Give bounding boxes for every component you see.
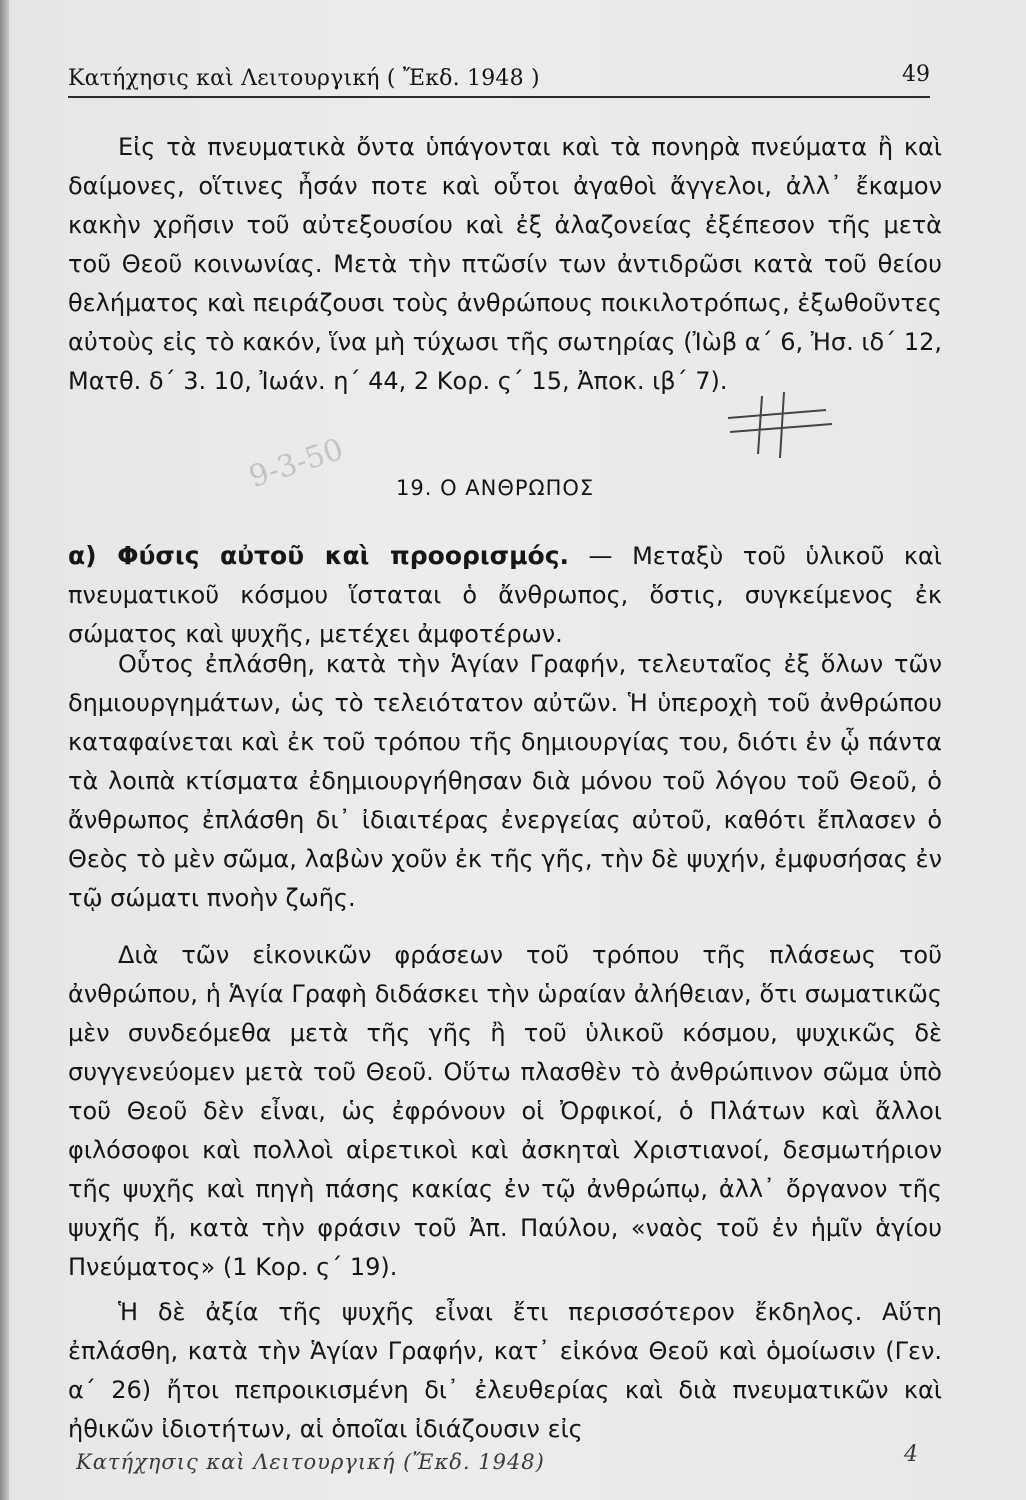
paragraph-nature-purpose (68, 536, 942, 654)
signature-mark: 4 (904, 1442, 918, 1467)
paragraph-evil-spirits-text: Εἰς τὰ πνευματικὰ ὄντα ὑπάγονται καὶ τὰ πονηρὰ πνεύματα ἢ καὶ δαίμονες, οἵτινες ἦσάν ποτε καὶ οὗτοι ἀγαθοὶ ἄγγελοι, ἀλλ᾽ ἔκαμον κακὴν χρῆσιν τοῦ αὐτεξουσίου καὶ ἐξ ἀλαζονείας ἐξέπεσον τῆς μετὰ τοῦ Θεοῦ κοινωνίας. Μετὰ τὴν πτῶσίν των ἀντιδρῶσι κατὰ τοῦ θείου θελήματος καὶ πειράζουσι τοὺς ἀνθρώπους ποικιλοτρόπως, ἐξωθοῦντες αὐτοὺς εἰς τὸ κακόν, ἵνα μὴ τύχωσι τῆς σωτηρίας (Ἰὼβ α΄ 6, Ἠσ. ιδ΄ 12, Ματθ. δ΄ 3. 10, Ἰωάν. η΄ 44, 2 Κορ. ς΄ 15, Ἀποκ. ιβ΄ 7). (68, 133, 942, 395)
page-number: 49 (902, 62, 930, 87)
running-head (68, 62, 930, 98)
running-head-title: Κατήχησις καὶ Λειτουργική ( Ἔκδ. 1948 ) (68, 66, 540, 91)
section-title: 19. Ο ΑΝΘΡΩΠΟΣ (396, 476, 595, 500)
subheading-nature-purpose: α) Φύσις αὐτοῦ καὶ προορισμός. (68, 541, 570, 570)
footer-title: Κατήχησις καὶ Λειτουργική (Ἔκδ. 1948) (76, 1450, 545, 1474)
paragraph-figurative-phrases: Διὰ τῶν εἰκονικῶν φράσεων τοῦ τρόπου τῆς πλάσεως τοῦ ἀνθρώπου, ἡ Ἁγία Γραφὴ διδάσκει τὴν ὡραίαν ἀλήθειαν, ὅτι σωματικῶς μὲν συνδεόμεθα μετὰ τῆς γῆς ἢ τοῦ ὑλικοῦ κόσμου, ψυχικῶς δὲ συγγενεύομεν μετὰ τοῦ Θεοῦ. Οὕτω πλασθὲν τὸ ἀνθρώπινον σῶμα ὑπὸ τοῦ Θεοῦ δὲν εἶναι, ὡς ἐφρόνουν οἱ Ὀρφικοί, ὁ Πλάτων καὶ ἄλλοι φιλόσοφοι καὶ πολλοὶ αἱρετικοὶ καὶ ἀσκηταὶ Χριστιανοί, δεσμωτήριον τῆς ψυχῆς καὶ πηγὴ πάσης κακίας ἐν τῷ ἀνθρώπῳ, ἀλλ᾽ ὄργανον τῆς ψυχῆς ἤ, κατὰ τὴν φράσιν τοῦ Ἀπ. Παύλου, «ναὸς τοῦ ἐν ἡμῖν ἁγίου Πνεύματος» (1 Κορ. ς΄ 19). (68, 941, 942, 1281)
paragraph-creation: Οὗτος ἐπλάσθη, κατὰ τὴν Ἁγίαν Γραφήν, τελευταῖος ἐξ ὅλων τῶν δημιουργημάτων, ὡς τὸ τελειότατον αὐτῶν. Ἡ ὑπεροχὴ τοῦ ἀνθρώπου καταφαίνεται καὶ ἐκ τοῦ τρόπου τῆς δημιουργίας του, διότι ἐν ᾧ πάντα τὰ λοιπὰ κτίσματα ἐδημιουργήθησαν διὰ μόνου τοῦ λόγου τοῦ Θεοῦ, ὁ ἄνθρωπος ἐπλάσθη δι᾽ ἰδιαιτέρας ἐνεργείας αὐτοῦ, καθότι ἔπλασεν ὁ Θεὸς τὸ μὲν σῶμα, λαβὼν χοῦν ἐκ τῆς γῆς, τὴν δὲ ψυχήν, ἐμφυσήσας ἐν τῷ σώματι πνοὴν ζωῆς. (68, 650, 942, 912)
paragraph-nature-purpose-text: — Μεταξὺ τοῦ ὑλικοῦ καὶ πνευματικοῦ κόσμου ἵσταται ὁ ἄνθρωπος, ὅστις, συγκείμενος ἐκ σώματος καὶ ψυχῆς, μετέχει ἀμφοτέρων. (68, 542, 942, 648)
faint-pencil-annotation: 9-3-50 (244, 431, 348, 496)
page-binding-edge (0, 0, 9, 1500)
handwritten-hash-mark (726, 388, 836, 460)
paragraph-evil-spirits (68, 128, 942, 401)
paragraph-soul-value: Ἡ δὲ ἀξία τῆς ψυχῆς εἶναι ἔτι περισσότερον ἔκδηλος. Αὕτη ἐπλάσθη, κατὰ τὴν Ἁγίαν Γραφήν, κατ᾽ εἰκόνα Θεοῦ καὶ ὁμοίωσιν (Γεν. α΄ 26) ἤτοι πεπροικισμένη δι᾽ ἐλευθερίας καὶ διὰ πνευματικῶν καὶ ἠθικῶν ἰδιοτήτων, αἱ ὁποῖαι ἰδιάζουσιν εἰς (68, 1298, 942, 1443)
